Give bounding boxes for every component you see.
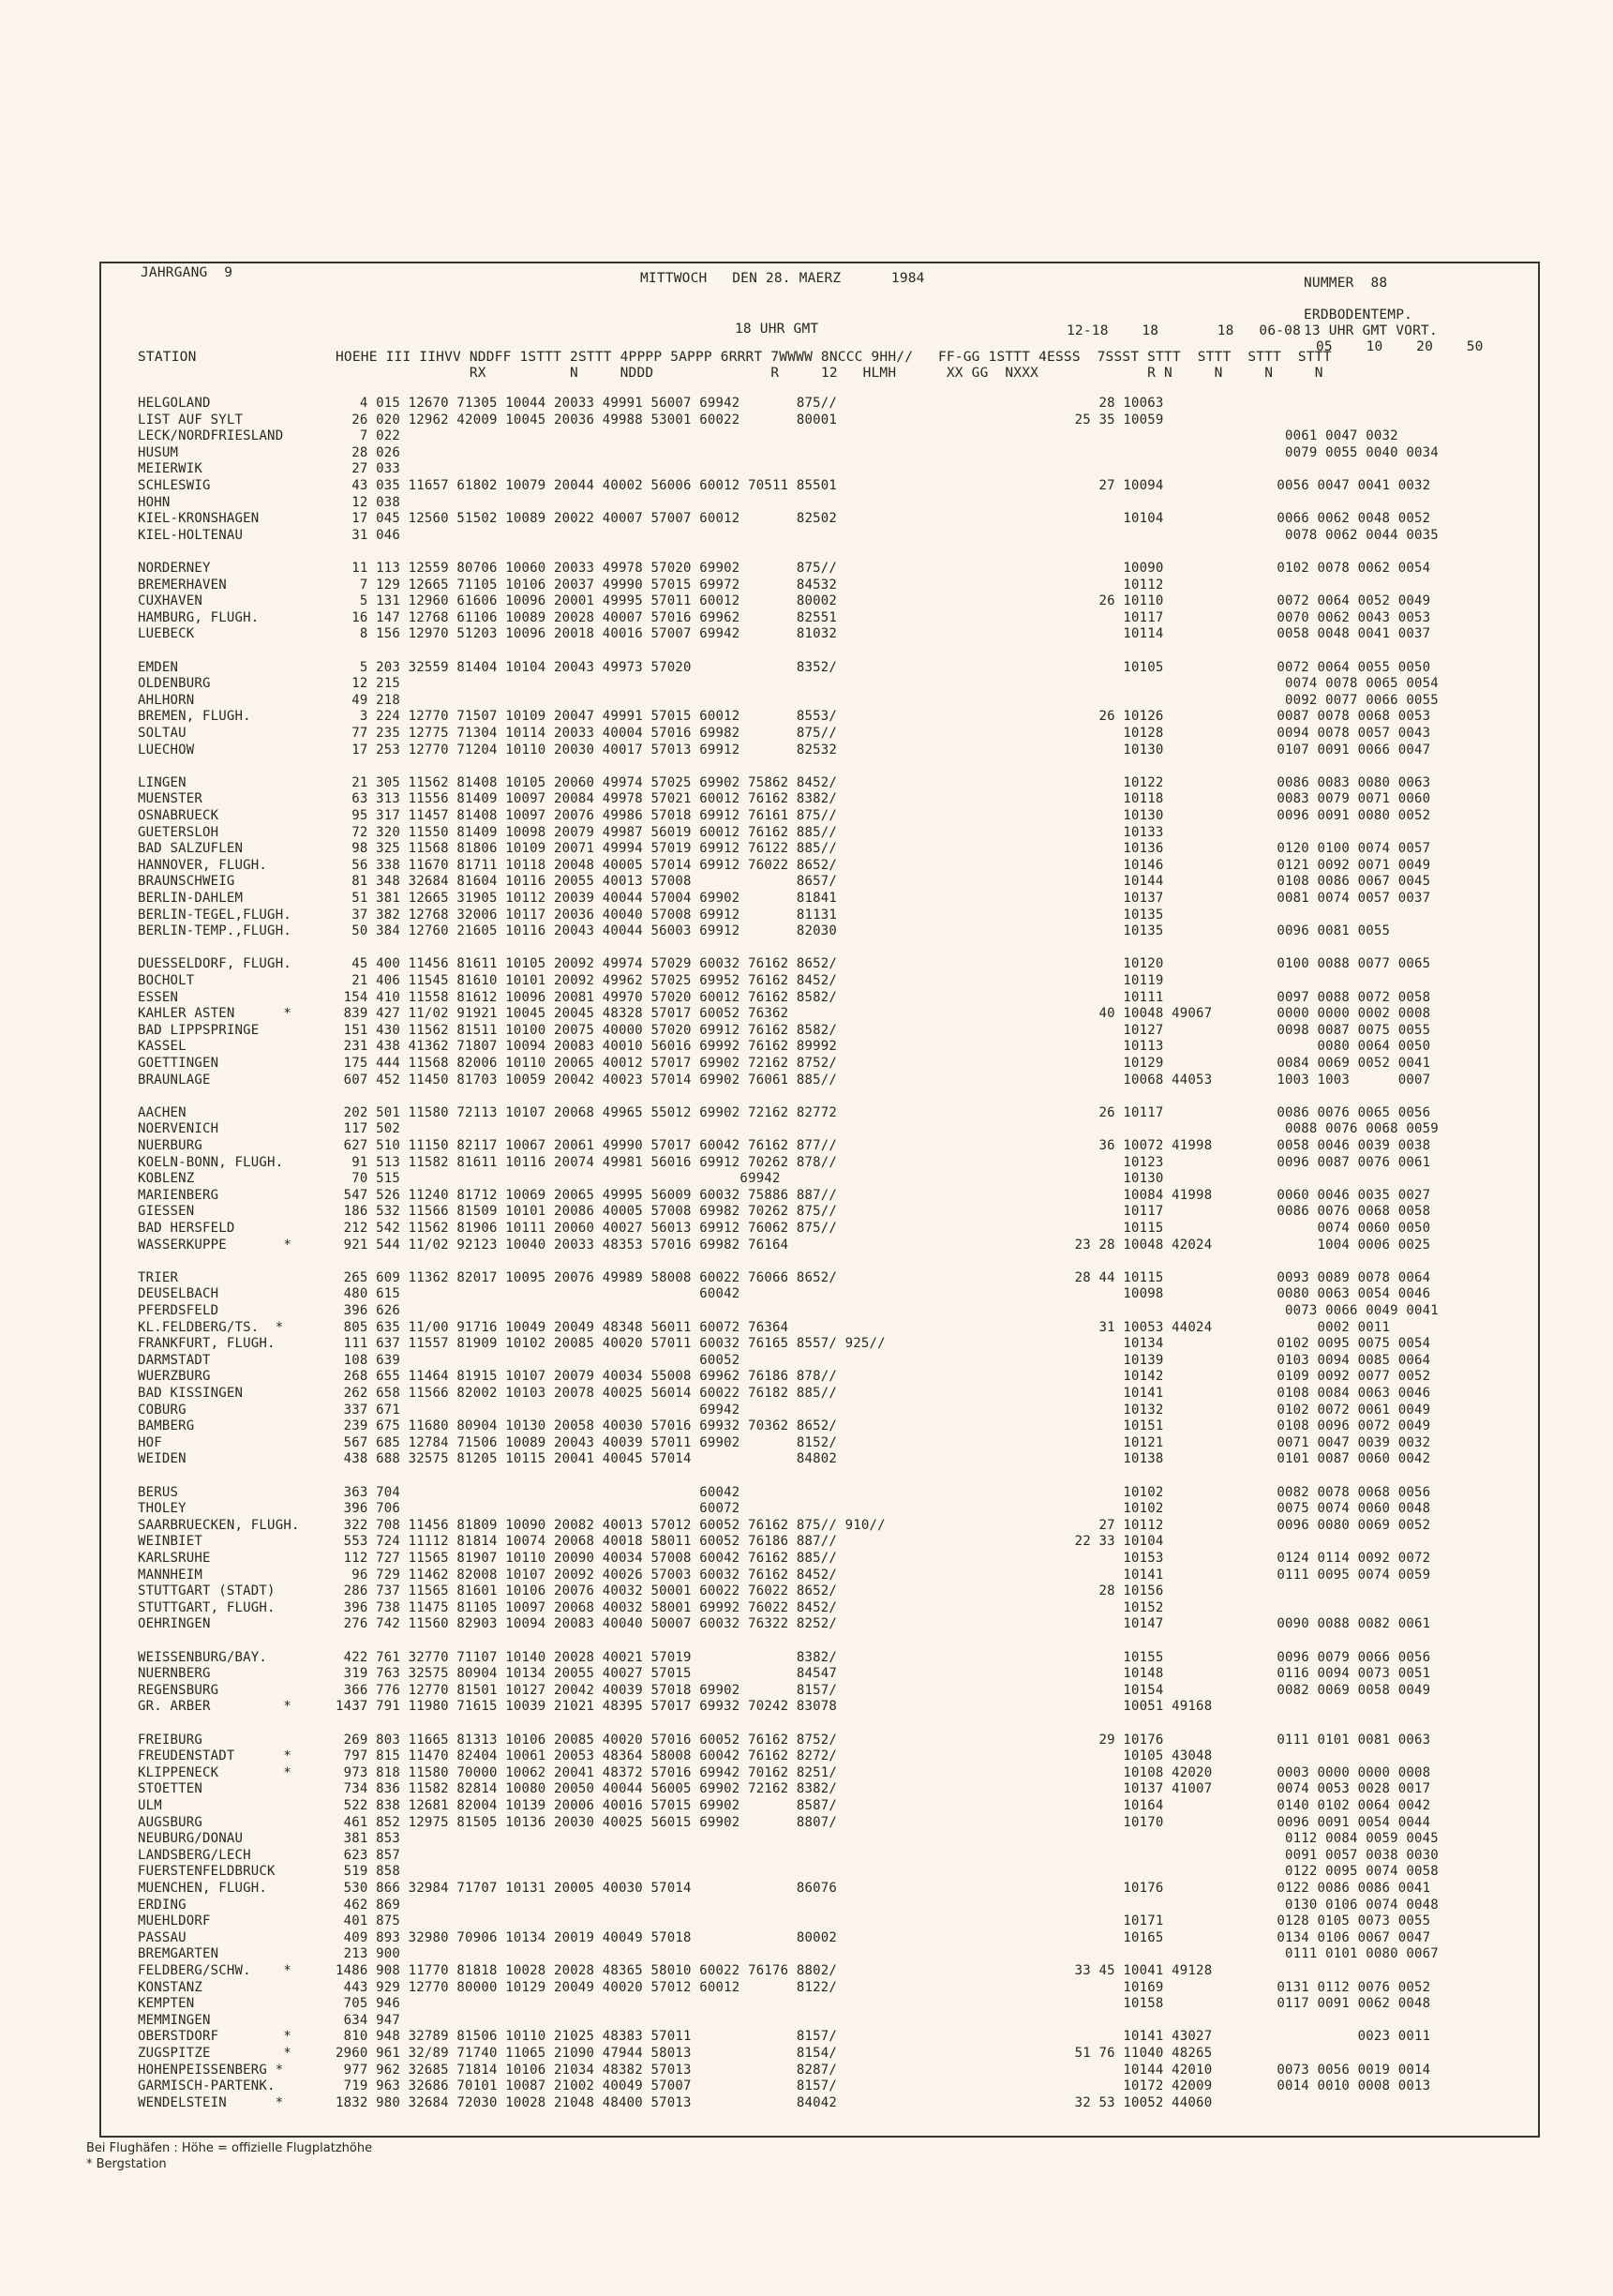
extra-values: 10165 0134 0106 0067 0047 [1067,1929,1431,1945]
synop-values: 17 045 12560 51502 10089 20022 40007 57007 60012 82502 [336,511,837,527]
station-name: WASSERKUPPE * [138,1237,291,1253]
station-name: HAMBURG, FLUGH. [138,609,260,625]
extra-values: 0112 0084 0059 0045 [1067,1831,1439,1847]
station-name: LECK/NORDFRIESLAND [138,428,284,444]
station-name: KIEL-KRONSHAGEN [138,511,260,527]
synop-values: 12 038 [336,494,401,510]
extra-values: 10170 0096 0091 0054 0044 [1067,1814,1431,1830]
synop-values: 366 776 12770 81501 10127 20042 40039 57018 69902 8157/ [336,1682,837,1698]
synop-values: 175 444 11568 82006 10110 20065 40012 57017 69902 72162 8752/ [336,1056,837,1071]
synop-values: 3 224 12770 71507 10109 20047 49991 57015 60012 8553/ [336,709,837,725]
extra-values: 26 10110 0072 0064 0052 0049 [1067,593,1431,609]
extra-values: 10115 0074 0060 0050 [1067,1221,1431,1236]
synop-values: 70 515 69942 [336,1171,781,1187]
synop-values: 108 639 60052 [336,1352,740,1368]
synop-values: 381 853 [336,1831,401,1847]
synop-values: 96 729 11462 82008 10107 20092 40026 57003 60032 76162 8452/ [336,1567,837,1583]
synop-values: 401 875 [336,1913,401,1929]
extra-values: 10098 0080 0063 0054 0046 [1067,1286,1431,1302]
station-name: GOETTINGEN [138,1056,219,1071]
synop-values: 95 317 11457 81408 10097 20076 49986 57018 69912 76161 875// [336,808,837,823]
extra-values: 10068 44053 1003 1003 0007 [1067,1072,1431,1088]
synop-values: 2960 961 32/89 71740 11065 21090 47944 58013 8154/ [336,2046,837,2061]
station-name: HOHN [138,494,171,510]
station-name: KLIPPENECK * [138,1764,291,1780]
synop-values: 72 320 11550 81409 10098 20079 49987 56019 60012 76162 885// [336,824,837,840]
extra-values: 0079 0055 0040 0034 [1067,444,1439,460]
synop-values: 269 803 11665 81313 10106 20085 40020 57016 60052 76162 8752/ [336,1732,837,1748]
extra-values: 10123 0096 0087 0076 0061 [1067,1154,1431,1170]
station-name: BAD LIPPSPRINGE [138,1022,260,1038]
synop-values: 396 706 60072 [336,1501,740,1517]
station-name: KOBLENZ [138,1171,195,1187]
synop-values: 8 156 12970 51203 10096 20018 40016 57007 69942 81032 [336,626,837,642]
header-depths: 05 10 20 50 [1316,339,1484,354]
synop-values: 4 015 12670 71305 10044 20033 49991 56007 69942 875// [336,396,837,411]
station-name: HELGOLAND [138,396,211,411]
synop-values: 805 635 11/00 91716 10049 20049 48348 56011 60072 76364 [336,1319,789,1335]
extra-values: 0061 0047 0032 [1067,428,1398,444]
extra-values: 10144 42010 0073 0056 0019 0014 [1067,2062,1431,2078]
synop-values: 265 609 11362 82017 10095 20076 49989 58008 60022 76066 8652/ [336,1269,837,1285]
station-name: FRANKFURT, FLUGH. [138,1336,276,1352]
station-name: BERLIN-TEMP.,FLUGH. [138,923,291,939]
synop-values: 45 400 11456 81611 10105 20092 49974 57029 60032 76162 8652/ [336,956,837,972]
synop-values: 734 836 11582 82814 10080 20050 40044 56005 69902 72162 8382/ [336,1781,837,1797]
header-codes: HOEHE III IIHVV NDDFF 1STTT 2STTT 4PPPP 5APPP 6RRRT 7WWWW 8NCCC 9HH// FF-GG 1STTT 4ESSS 7SSST STTT STTT STTT STTT [336,350,1332,365]
extra-values: 10118 0083 0079 0071 0060 [1067,791,1431,807]
station-name: KARLSRUHE [138,1551,211,1566]
synop-values: 7 022 [336,428,401,444]
extra-values: 10139 0103 0094 0085 0064 [1067,1352,1431,1368]
extra-values: 31 10053 44024 0002 0011 [1067,1319,1391,1335]
synop-values: 28 026 [336,444,401,460]
station-name: OEHRINGEN [138,1616,211,1632]
synop-values: 212 542 11562 81906 10111 20060 40027 56013 69912 76062 875// [336,1221,837,1236]
station-name: BREMERHAVEN [138,577,227,593]
station-name: NORDERNEY [138,561,211,576]
extra-values: 27 10094 0056 0047 0041 0032 [1067,478,1431,493]
station-name: HOHENPEISSENBERG * [138,2062,284,2078]
station-name: OBERSTDORF * [138,2029,291,2045]
extra-values: 0088 0076 0068 0059 [1067,1121,1439,1137]
extra-values: 28 10156 [1067,1583,1164,1599]
station-name: WENDELSTEIN * [138,2094,284,2110]
station-name: LIST AUF SYLT [138,412,244,428]
extra-values: 10090 0102 0078 0062 0054 [1067,561,1431,576]
extra-values: 10102 0075 0074 0060 0048 [1067,1501,1431,1517]
extra-values: 10141 0108 0084 0063 0046 [1067,1386,1431,1401]
station-name: HOF [138,1434,162,1450]
station-name: DEUSELBACH [138,1286,219,1302]
extra-values: 26 10126 0087 0078 0068 0053 [1067,709,1431,725]
extra-values: 10172 42009 0014 0010 0008 0013 [1067,2078,1431,2094]
synop-values: 12 215 [336,676,401,692]
synop-values: 268 655 11464 81915 10107 20079 40034 55008 69962 76186 878// [336,1369,837,1385]
station-name: KASSEL [138,1039,187,1055]
synop-values: 719 963 32686 70101 10087 21002 40049 57007 8157/ [336,2078,837,2094]
extra-values: 10132 0102 0072 0061 0049 [1067,1402,1431,1418]
station-name: WEINBIET [138,1534,203,1550]
extra-values: 10102 0082 0078 0068 0056 [1067,1484,1431,1500]
station-name: GARMISCH-PARTENK. [138,2078,276,2094]
extra-values: 0092 0077 0066 0055 [1067,692,1439,708]
station-name: OLDENBURG [138,676,211,692]
extra-values: 51 76 11040 48265 [1067,2046,1213,2061]
synop-values: 319 763 32575 80904 10134 20055 40027 57015 84547 [336,1666,837,1682]
extra-values: 10138 0101 0087 0060 0042 [1067,1451,1431,1467]
extra-values: 10117 0070 0062 0043 0053 [1067,609,1431,625]
synop-values: 26 020 12962 42009 10045 20036 49988 53001 60022 80001 [336,412,837,428]
extra-values: 10112 [1067,577,1164,593]
extra-values: 0073 0066 0049 0041 [1067,1303,1439,1318]
extra-values: 0122 0095 0074 0058 [1067,1864,1439,1880]
synop-values: 239 675 11680 80904 10130 20058 40030 57016 69932 70362 8652/ [336,1418,837,1434]
header-subcodes: RX N NDDD R 12 HLMH XX GG NXXX R N N N N [336,366,1323,381]
synop-values: 276 742 11560 82903 10094 20083 40040 50007 60032 76322 8252/ [336,1616,837,1632]
extra-values: 10148 0116 0094 0073 0051 [1067,1666,1431,1682]
station-name: MANNHEIM [138,1567,203,1583]
extra-values: 10147 0090 0088 0082 0061 [1067,1616,1431,1632]
station-name: BAD SALZUFLEN [138,841,244,857]
header-station: STATION [138,350,197,365]
synop-values: 56 338 11670 81711 10118 20048 40005 57014 69912 76022 8652/ [336,857,837,873]
station-name: BERLIN-DAHLEM [138,891,244,906]
station-name: NUERBURG [138,1138,203,1153]
extra-values: 10133 [1067,824,1164,840]
synop-values: 117 502 [336,1121,401,1137]
nummer-label: NUMMER 88 [1304,276,1388,291]
station-name: SCHLESWIG [138,478,211,493]
synop-values: 16 147 12768 61106 10089 20028 40007 57016 69962 82551 [336,609,837,625]
station-name: MEIERWIK [138,461,203,477]
station-name: MEMMINGEN [138,2012,211,2028]
synop-values: 973 818 11580 70000 10062 20041 48372 57016 69942 70162 8251/ [336,1764,837,1780]
extra-values: 36 10072 41998 0058 0046 0039 0038 [1067,1138,1431,1153]
extra-values: 32 53 10052 44060 [1067,2094,1213,2110]
extra-values: 28 44 10115 0093 0089 0078 0064 [1067,1269,1431,1285]
station-name: MARIENBERG [138,1187,219,1203]
station-name: GIESSEN [138,1204,195,1220]
synop-values: 231 438 41362 71807 10094 20083 40010 56016 69992 76162 89992 [336,1039,837,1055]
synop-values: 607 452 11450 81703 10059 20042 40023 57014 69902 76061 885// [336,1072,837,1088]
synop-values: 77 235 12775 71304 10114 20033 40004 57016 69982 875// [336,726,837,741]
synop-values: 977 962 32685 71814 10106 21034 48382 57013 8287/ [336,2062,837,2078]
extra-values: 10137 0081 0074 0057 0037 [1067,891,1431,906]
extra-values: 10137 41007 0074 0053 0028 0017 [1067,1781,1431,1797]
station-name: AUGSBURG [138,1814,203,1830]
station-name: BERLIN-TEGEL,FLUGH. [138,907,291,923]
extra-values: 10127 0098 0087 0075 0055 [1067,1022,1431,1038]
synop-values: 705 946 [336,1996,401,2012]
station-name: BRAUNSCHWEIG [138,874,235,890]
station-name: CUXHAVEN [138,593,203,609]
synop-values: 634 947 [336,2012,401,2028]
extra-values: 10108 42020 0003 0000 0000 0008 [1067,1764,1431,1780]
synop-values: 21 305 11562 81408 10105 20060 49974 57025 69902 75862 8452/ [336,774,837,790]
extra-values: 10128 0094 0078 0057 0043 [1067,726,1431,741]
extra-values: 10114 0058 0048 0041 0037 [1067,626,1431,642]
extra-values: 10158 0117 0091 0062 0048 [1067,1996,1431,2012]
station-name: WUERZBURG [138,1369,211,1385]
station-name: LUEBECK [138,626,195,642]
date-label: MITTWOCH DEN 28. MAERZ 1984 [640,271,925,286]
extra-values: 10130 0107 0091 0066 0047 [1067,742,1431,758]
synop-values: 396 626 [336,1303,401,1318]
synop-values: 1437 791 11980 71615 10039 21021 48395 57017 69932 70242 83078 [336,1699,837,1715]
station-name: ERDING [138,1897,187,1913]
synop-values: 519 858 [336,1864,401,1880]
extra-values: 40 10048 49067 0000 0000 0002 0008 [1067,1006,1431,1022]
station-name: DUESSELDORF, FLUGH. [138,956,291,972]
synop-values: 11 113 12559 80706 10060 20033 49978 57020 69902 875// [336,561,837,576]
station-name: KAHLER ASTEN * [138,1006,291,1022]
synop-values: 37 382 12768 32006 10117 20036 40040 57008 69912 81131 [336,907,837,923]
synop-values: 337 671 69942 [336,1402,740,1418]
synop-values: 547 526 11240 81712 10069 20065 49995 56009 60032 75886 887// [336,1187,837,1203]
synop-values: 409 893 32980 70906 10134 20019 40049 57018 80002 [336,1929,837,1945]
synop-values: 1832 980 32684 72030 10028 21048 48400 57013 84042 [336,2094,837,2110]
extra-values: 10155 0096 0079 0066 0056 [1067,1649,1431,1665]
header-13-uhr: 13 UHR GMT VORT. [1304,323,1438,338]
station-name: COBURG [138,1402,187,1418]
synop-values: 567 685 12784 71506 10089 20043 40039 57011 69902 8152/ [336,1434,837,1450]
footer-notes [86,2140,372,2172]
extra-values: 10169 0131 0112 0076 0052 [1067,1979,1431,1995]
station-name: GR. ARBER * [138,1699,291,1715]
extra-values: 10120 0100 0088 0077 0065 [1067,956,1431,972]
station-name: HANNOVER, FLUGH. [138,857,268,873]
extra-values: 22 33 10104 [1067,1534,1164,1550]
station-name: REGENSBURG [138,1682,219,1698]
synop-values: 480 615 60042 [336,1286,740,1302]
synop-values: 438 688 32575 81205 10115 20041 40045 57014 84802 [336,1451,837,1467]
extra-values: 10121 0071 0047 0039 0032 [1067,1434,1431,1450]
synop-values: 839 427 11/02 91921 10045 20045 48328 57017 60052 76362 [336,1006,789,1022]
extra-values: 25 35 10059 [1067,412,1164,428]
station-name: STUTTGART (STADT) [138,1583,276,1599]
extra-values: 10105 0072 0064 0055 0050 [1067,659,1431,675]
synop-values: 1486 908 11770 81818 10028 20028 48365 58010 60022 76176 8802/ [336,1963,837,1978]
header-erdbodentemp: ERDBODENTEMP. [1304,308,1413,323]
synop-values: 262 658 11566 82002 10103 20078 40025 56014 60022 76182 885// [336,1386,837,1401]
extra-values: 10104 0066 0062 0048 0052 [1067,511,1431,527]
extra-values: 10146 0121 0092 0071 0049 [1067,857,1431,873]
synop-values: 154 410 11558 81612 10096 20081 49970 57020 60012 76162 8582/ [336,989,837,1005]
station-name: LANDSBERG/LECH [138,1847,251,1863]
station-name: DARMSTADT [138,1352,211,1368]
synop-values: 623 857 [336,1847,401,1863]
synop-values: 286 737 11565 81601 10106 20076 40032 50001 60022 76022 8652/ [336,1583,837,1599]
station-name: EMDEN [138,659,179,675]
extra-values: 10142 0109 0092 0077 0052 [1067,1369,1431,1385]
station-name: MUENSTER [138,791,203,807]
synop-values: 553 724 11112 81814 10074 20068 40018 58011 60052 76186 887// [336,1534,837,1550]
synop-values: 186 532 11566 81509 10101 20086 40005 57008 69982 70262 875// [336,1204,837,1220]
synop-values: 810 948 32789 81506 10110 21025 48383 57011 8157/ [336,2029,837,2045]
header-periods: 12-18 18 18 06-08 [1067,323,1302,338]
synop-values: 98 325 11568 81806 10109 20071 49994 57019 69912 76122 885// [336,841,837,857]
synop-values: 49 218 [336,692,401,708]
station-name: FREIBURG [138,1732,203,1748]
extra-values: 26 10117 0086 0076 0065 0056 [1067,1104,1431,1120]
extra-values: 0130 0106 0074 0048 [1067,1897,1439,1913]
station-name: BAD HERSFELD [138,1221,235,1236]
station-name: LINGEN [138,774,187,790]
extra-values: 10130 0096 0091 0080 0052 [1067,808,1431,823]
station-name: BOCHOLT [138,973,195,988]
extra-values: 10051 49168 [1067,1699,1213,1715]
extra-values: 10154 0082 0069 0058 0049 [1067,1682,1431,1698]
synop-values: 151 430 11562 81511 10100 20075 40000 57020 69912 76162 8582/ [336,1022,837,1038]
extra-values: 10122 0086 0083 0080 0063 [1067,774,1431,790]
extra-values: 10130 [1067,1171,1164,1187]
synop-values: 322 708 11456 81809 10090 20082 40013 57012 60052 76162 875// 910// [336,1517,886,1533]
extra-values: 0091 0057 0038 0030 [1067,1847,1439,1863]
synop-values: 17 253 12770 71204 10110 20030 40017 57013 69912 82532 [336,742,837,758]
synop-values: 112 727 11565 81907 10110 20090 40034 57008 60042 76162 885// [336,1551,837,1566]
extra-values: 10171 0128 0105 0073 0055 [1067,1913,1431,1929]
station-name: THOLEY [138,1501,187,1517]
extra-values: 10153 0124 0114 0092 0072 [1067,1551,1431,1566]
station-name: PFERDSFELD [138,1303,219,1318]
station-name: KL.FELDBERG/TS. * [138,1319,284,1335]
synop-values: 443 929 12770 80000 10129 20049 40020 57012 60012 8122/ [336,1979,837,1995]
extra-values: 10135 [1067,907,1164,923]
station-name: WEIDEN [138,1451,187,1467]
synop-values: 921 544 11/02 92123 10040 20033 48353 57016 69982 76164 [336,1237,789,1253]
station-name: KIEL-HOLTENAU [138,527,244,543]
synop-values: 91 513 11582 81611 10116 20074 49981 56016 69912 70262 878// [336,1154,837,1170]
synop-values: 797 815 11470 82404 10061 20053 48364 58008 60042 76162 8272/ [336,1748,837,1764]
extra-values: 10119 [1067,973,1164,988]
extra-values: 10164 0140 0102 0064 0042 [1067,1798,1431,1813]
station-name: BERUS [138,1484,179,1500]
footer-line-airport: Bei Flughäfen : Höhe = offizielle Flugplatzhöhe [86,2141,373,2155]
synop-values: 31 046 [336,527,401,543]
station-name: KEMPTEN [138,1996,195,2012]
extra-values: 10151 0108 0096 0072 0049 [1067,1418,1431,1434]
station-name: HUSUM [138,444,179,460]
extra-values: 10141 43027 0023 0011 [1067,2029,1431,2045]
synop-values: 522 838 12681 82004 10139 20006 40016 57015 69902 8587/ [336,1798,837,1813]
station-name: MUENCHEN, FLUGH. [138,1881,268,1896]
synop-values: 462 869 [336,1897,401,1913]
station-name: BRAUNLAGE [138,1072,211,1088]
station-name: FELDBERG/SCHW. * [138,1963,291,1978]
extra-values: 23 28 10048 42024 1004 0006 0025 [1067,1237,1431,1253]
extra-values: 27 10112 0096 0080 0069 0052 [1067,1517,1431,1533]
synop-values: 81 348 32684 81604 10116 20055 40013 57008 8657/ [336,874,837,890]
extra-values: 10176 0122 0086 0086 0041 [1067,1881,1431,1896]
synop-values: 111 637 11557 81909 10102 20085 40020 57011 60032 76165 8557/ 925// [336,1336,886,1352]
extra-values: 10135 0096 0081 0055 [1067,923,1391,939]
station-name: KOELN-BONN, FLUGH. [138,1154,284,1170]
station-name: NUERNBERG [138,1666,211,1682]
synop-values: 27 033 [336,461,401,477]
synop-values: 21 406 11545 81610 10101 20092 49962 57025 69952 76162 8452/ [336,973,837,988]
synop-values: 422 761 32770 71107 10140 20028 40021 57019 8382/ [336,1649,837,1665]
station-name: FREUDENSTADT * [138,1748,291,1764]
synop-values: 363 704 60042 [336,1484,740,1500]
station-name: TRIER [138,1269,179,1285]
station-name: NEUBURG/DONAU [138,1831,244,1847]
extra-values: 10117 0086 0076 0068 0058 [1067,1204,1431,1220]
station-name: SOLTAU [138,726,187,741]
synop-values: 51 381 12665 31905 10112 20039 40044 57004 69902 81841 [336,891,837,906]
station-name: OSNABRUECK [138,808,219,823]
synop-values: 213 900 [336,1946,401,1962]
extra-values: 10152 [1067,1599,1164,1615]
extra-values: 10136 0120 0100 0074 0057 [1067,841,1431,857]
station-name: ULM [138,1798,162,1813]
extra-values: 10105 43048 [1067,1748,1213,1764]
station-name: SAARBRUECKEN, FLUGH. [138,1517,300,1533]
station-name: FUERSTENFELDBRUCK [138,1864,276,1880]
synop-values: 396 738 11475 81105 10097 20068 40032 58001 69992 76022 8452/ [336,1599,837,1615]
extra-values: 10129 0084 0069 0052 0041 [1067,1056,1431,1071]
synop-values: 63 313 11556 81409 10097 20084 49978 57021 60012 76162 8382/ [336,791,837,807]
jahrgang-label: JAHRGANG 9 [141,265,233,280]
station-name: ZUGSPITZE * [138,2046,291,2061]
station-name: BREMGARTEN [138,1946,219,1962]
synop-values: 530 866 32984 71707 10131 20005 40030 57014 86076 [336,1881,837,1896]
extra-values: 29 10176 0111 0101 0081 0063 [1067,1732,1431,1748]
station-name: ESSEN [138,989,179,1005]
synop-values: 627 510 11150 82117 10067 20061 49990 57017 60042 76162 877// [336,1138,837,1153]
synop-values: 202 501 11580 72113 10107 20068 49965 55012 69902 72162 82772 [336,1104,837,1120]
station-name: KONSTANZ [138,1979,203,1995]
extra-values: 0111 0101 0080 0067 [1067,1946,1439,1962]
station-name: BREMEN, FLUGH. [138,709,251,725]
station-name: GUETERSLOH [138,824,219,840]
extra-values: 33 45 10041 49128 [1067,1963,1213,1978]
footer-line-mountain: * Bergstation [86,2157,167,2171]
header-18-uhr-gmt: 18 UHR GMT [735,322,819,337]
station-name: PASSAU [138,1929,187,1945]
synop-values: 50 384 12760 21605 10116 20043 40044 56003 69912 82030 [336,923,837,939]
station-name: AACHEN [138,1104,187,1120]
extra-values: 10134 0102 0095 0075 0054 [1067,1336,1431,1352]
station-name: BAD KISSINGEN [138,1386,244,1401]
extra-values: 0074 0078 0065 0054 [1067,676,1439,692]
station-name: AHLHORN [138,692,195,708]
synop-values: 5 131 12960 61606 10096 20001 49995 57011 60012 80002 [336,593,837,609]
extra-values: 10144 0108 0086 0067 0045 [1067,874,1431,890]
station-name: NOERVENICH [138,1121,219,1137]
synop-values: 5 203 32559 81404 10104 20043 49973 57020 8352/ [336,659,837,675]
extra-values: 0078 0062 0044 0035 [1067,527,1439,543]
station-name: STUTTGART, FLUGH. [138,1599,276,1615]
station-name: BAMBERG [138,1418,195,1434]
station-name: WEISSENBURG/BAY. [138,1649,268,1665]
synop-values: 461 852 12975 81505 10136 20030 40025 56015 69902 8807/ [336,1814,837,1830]
extra-values: 10141 0111 0095 0074 0059 [1067,1567,1431,1583]
extra-values: 10111 0097 0088 0072 0058 [1067,989,1431,1005]
station-name: MUEHLDORF [138,1913,211,1929]
extra-values: 28 10063 [1067,396,1164,411]
synop-values: 7 129 12665 71105 10106 20037 49990 57015 69972 84532 [336,577,837,593]
station-name: LUECHOW [138,742,195,758]
station-name: STOETTEN [138,1781,203,1797]
synop-values: 43 035 11657 61802 10079 20044 40002 56006 60012 70511 85501 [336,478,837,493]
extra-values: 10113 0080 0064 0050 [1067,1039,1431,1055]
extra-values: 10084 41998 0060 0046 0035 0027 [1067,1187,1431,1203]
